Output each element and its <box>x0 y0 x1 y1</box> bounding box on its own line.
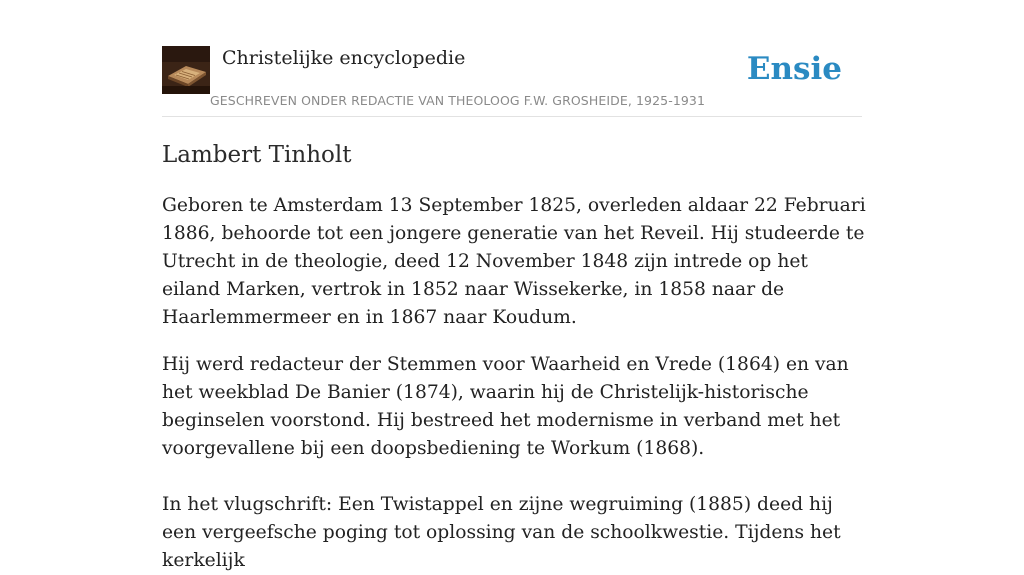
site-header <box>162 46 862 117</box>
site-logo-image[interactable] <box>162 46 210 94</box>
site-title[interactable]: Christelijke encyclopedie <box>222 47 466 69</box>
article <box>162 139 872 575</box>
site-subtitle: GESCHREVEN ONDER REDACTIE VAN THEOLOOG F.W. GROSHEIDE, 1925-1931 <box>210 93 706 108</box>
article-paragraph: Geboren te Amsterdam 13 September 1825, overleden aldaar 22 Februari 1886, behoorde tot een jongere generatie van het Reveil. Hij studeerde te Utrecht in de theologie, deed 12 November 1848 zijn intrede op het eiland Marken, vertrok in 1852 naar Wissekerke, in 1858 naar de Haarlemmermeer en in 1867 naar Koudum. <box>162 195 866 328</box>
book-photo-icon <box>162 46 210 94</box>
article-title: Lambert Tinholt <box>162 142 352 168</box>
article-paragraph: In het vlugschrift: Een Twistappel en zijne wegruiming (1885) deed hij een vergeefsche poging tot oplossing van de schoolkwestie. Tijdens het kerkelijk <box>162 494 841 571</box>
ensie-logo[interactable]: Ensie <box>746 51 842 87</box>
article-paragraph: Hij werd redacteur der Stemmen voor Waarheid en Vrede (1864) en van het weekblad De Banier (1874), waarin hij de Christelijk-historische beginselen voorstond. Hij bestreed het modernisme in verband met het voorgevallene bij een doopsbediening te Workum (1868). <box>162 354 849 459</box>
